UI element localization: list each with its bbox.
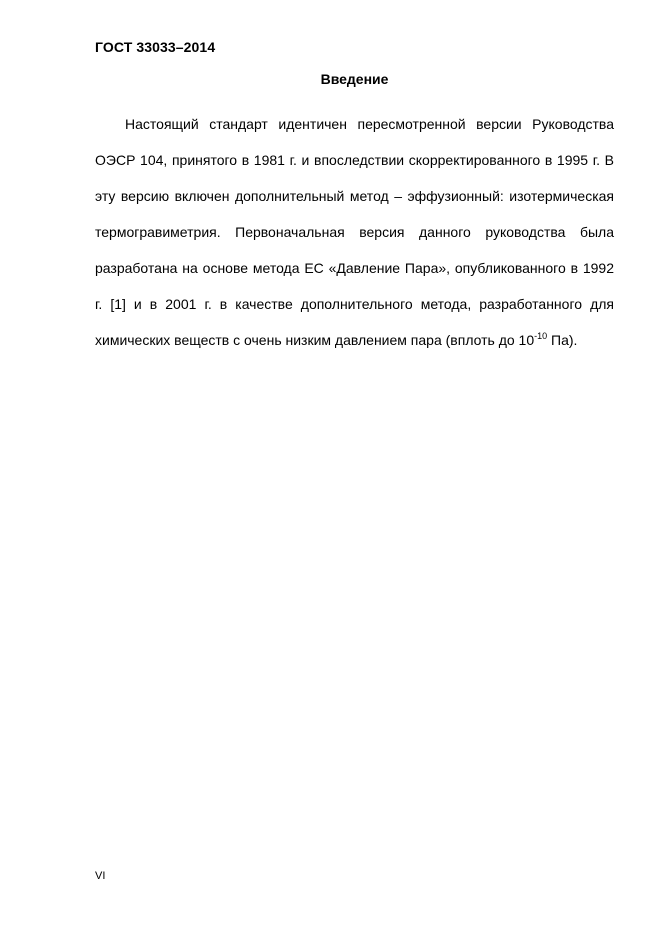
page-number: VI bbox=[95, 870, 106, 882]
section-title: Введение bbox=[320, 71, 389, 87]
exponent-superscript: -10 bbox=[534, 331, 548, 341]
document-header: ГОСТ 33033–2014 bbox=[95, 39, 216, 55]
paragraph-text-end: Па). bbox=[547, 332, 578, 348]
body-paragraph bbox=[95, 106, 614, 358]
paragraph-text: Настоящий стандарт идентичен пересмотренной версии Руководства ОЭСР 104, принятого в 1981 г. и впоследствии скорректированного в 1995 г. В эту версию включен дополнительный метод – эффузионный: изотермическая термогравиметрия. Первоначальная версия данного руководства была разработана на основе метода ЕС «Давление Пара», опубликованного в 1992 г. [1] и в 2001 г. в качестве дополнительного метода, разработанного для химических веществ с очень низким давлением пара (вплоть до 10 bbox=[95, 116, 614, 348]
